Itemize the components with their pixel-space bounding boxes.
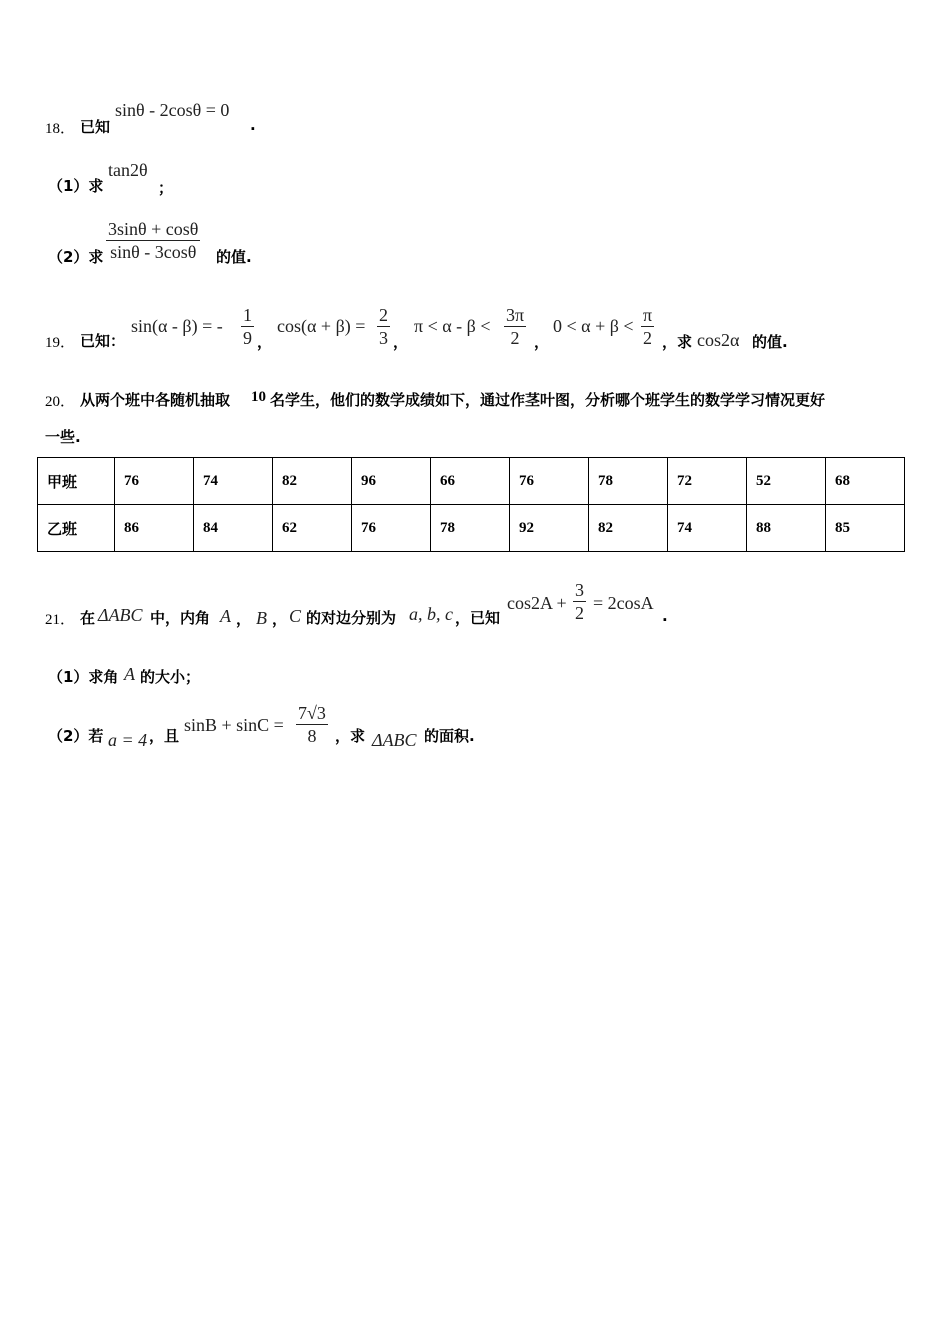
row-label: 乙班 bbox=[38, 505, 115, 552]
table-cell: 76 bbox=[510, 458, 589, 505]
q18-part2-denominator: sinθ - 3cosθ bbox=[110, 242, 197, 262]
table-cell: 85 bbox=[826, 505, 905, 552]
q21-part2-den: 8 bbox=[307, 726, 317, 746]
q21-part2-triangle: ΔABC bbox=[372, 730, 417, 750]
q21-part1-var: A bbox=[124, 664, 135, 684]
q19-cond1-lhs: sin(α - β) = - bbox=[131, 316, 223, 336]
q21-part1-end: 的大小； bbox=[140, 668, 201, 686]
q20-text-a: 从两个班中各随机抽取 bbox=[80, 391, 231, 409]
q18-part2-end: 的值. bbox=[216, 248, 252, 266]
table-cell: 52 bbox=[747, 458, 826, 505]
table-cell: 88 bbox=[747, 505, 826, 552]
table-cell: 66 bbox=[431, 458, 510, 505]
q21-comma-1: ， bbox=[236, 610, 252, 628]
table-cell: 78 bbox=[589, 458, 668, 505]
q19-end: 的值. bbox=[752, 333, 788, 351]
table-cell: 74 bbox=[194, 458, 273, 505]
scores-table bbox=[37, 457, 905, 552]
q21-angle-b: B bbox=[256, 608, 267, 628]
table-row-class-yi bbox=[38, 505, 905, 552]
table-row-class-jia bbox=[38, 458, 905, 505]
q19-cond2-den: 3 bbox=[379, 328, 388, 348]
q18-part2-label: （2）求 bbox=[48, 248, 104, 266]
q20-text-b: 名学生，他们的数学成绩如下，通过作茎叶图，分析哪个班学生的数学学习情况更好 bbox=[270, 391, 826, 409]
q21-cond-num: 3 bbox=[575, 580, 584, 600]
q21-part2-a: a = 4 bbox=[108, 730, 148, 750]
q19-cond1-num: 1 bbox=[243, 305, 252, 325]
q19-cond2-lhs: cos(α + β) = bbox=[277, 316, 366, 336]
q21-number: 21． bbox=[45, 612, 76, 628]
q21-text-3: 的对边分别为 bbox=[306, 609, 397, 627]
q21-cond-den: 2 bbox=[575, 603, 584, 623]
q19-cond4-num: π bbox=[643, 305, 653, 325]
q21-angle-c: C bbox=[289, 606, 302, 626]
q21-text-2: 中，内角 bbox=[150, 609, 211, 627]
table-cell: 82 bbox=[589, 505, 668, 552]
table-cell: 96 bbox=[352, 458, 431, 505]
q21-angle-a: A bbox=[220, 606, 231, 626]
table-cell: 74 bbox=[668, 505, 747, 552]
q19-cond2-fraction bbox=[377, 304, 390, 349]
q20-text-line2: 一些. bbox=[45, 428, 81, 446]
q18-part1-expr: tan2θ bbox=[108, 160, 148, 180]
q21-cond-rhs: = 2cosA bbox=[593, 593, 654, 613]
q21-end: . bbox=[662, 607, 668, 625]
q19-sep1: ， bbox=[257, 333, 273, 351]
q21-cond-lhs: cos2A + bbox=[507, 593, 567, 613]
q18-end: . bbox=[250, 116, 256, 134]
q21-sides: a, b, c bbox=[409, 604, 453, 624]
q21-part2-end: 的面积. bbox=[424, 727, 475, 745]
q19-sep2: ， bbox=[393, 333, 409, 351]
q19-cond1-den: 9 bbox=[243, 328, 252, 348]
q19-cond2-num: 2 bbox=[379, 305, 388, 325]
q19-cond4-den: 2 bbox=[643, 328, 653, 348]
table-cell: 68 bbox=[826, 458, 905, 505]
table-cell: 72 bbox=[668, 458, 747, 505]
q18-part1-end: ； bbox=[158, 179, 174, 197]
q21-cond-fraction bbox=[573, 579, 586, 624]
q19-target: cos2α bbox=[697, 330, 740, 350]
q18-number: 18． bbox=[45, 121, 76, 137]
q21-part2-mid2: ，求 bbox=[335, 727, 366, 745]
table-cell: 76 bbox=[352, 505, 431, 552]
row-label: 甲班 bbox=[38, 458, 115, 505]
table-cell: 76 bbox=[115, 458, 194, 505]
q19-sep3: ， bbox=[534, 333, 550, 351]
q20-count: 10 bbox=[251, 389, 266, 405]
q19-cond4-lhs: 0 < α + β < bbox=[553, 316, 634, 336]
q21-text-4: ，已知 bbox=[455, 609, 501, 627]
q18-part2-numerator: 3sinθ + cosθ bbox=[108, 219, 199, 239]
table-cell: 92 bbox=[510, 505, 589, 552]
q18-part2-fraction bbox=[106, 218, 200, 263]
q21-triangle: ΔABC bbox=[98, 605, 143, 625]
q19-cond3-fraction bbox=[504, 304, 526, 349]
q21-part2-num: 7√3 bbox=[298, 703, 326, 723]
q21-part2-label: （2）若 bbox=[48, 727, 104, 745]
q18-part1-label: （1）求 bbox=[48, 177, 104, 195]
table-cell: 78 bbox=[431, 505, 510, 552]
q19-cond3-lhs: π < α - β < bbox=[414, 316, 491, 336]
q21-part2-mid: ，且 bbox=[149, 727, 180, 745]
table-cell: 84 bbox=[194, 505, 273, 552]
q21-part2-fraction bbox=[296, 702, 328, 747]
q19-cond3-num: 3π bbox=[506, 305, 525, 325]
q21-part1-label: （1）求角 bbox=[48, 668, 119, 686]
q19-cond1-fraction bbox=[241, 304, 254, 349]
q19-sep4: ，求 bbox=[662, 333, 693, 351]
q19-cond3-den: 2 bbox=[510, 328, 520, 348]
q19-number: 19． bbox=[45, 335, 76, 351]
table-cell: 86 bbox=[115, 505, 194, 552]
table-cell: 62 bbox=[273, 505, 352, 552]
q21-text-1: 在 bbox=[80, 609, 96, 627]
q18-condition: sinθ - 2cosθ = 0 bbox=[115, 100, 230, 120]
q20-number: 20． bbox=[45, 394, 76, 410]
q19-prefix: 已知： bbox=[80, 332, 126, 350]
q21-part2-lhs: sinB + sinC = bbox=[184, 715, 284, 735]
q18-prefix: 已知 bbox=[80, 118, 111, 136]
table-cell: 82 bbox=[273, 458, 352, 505]
q21-comma-2: ， bbox=[272, 610, 288, 628]
q19-cond4-fraction bbox=[641, 304, 654, 349]
